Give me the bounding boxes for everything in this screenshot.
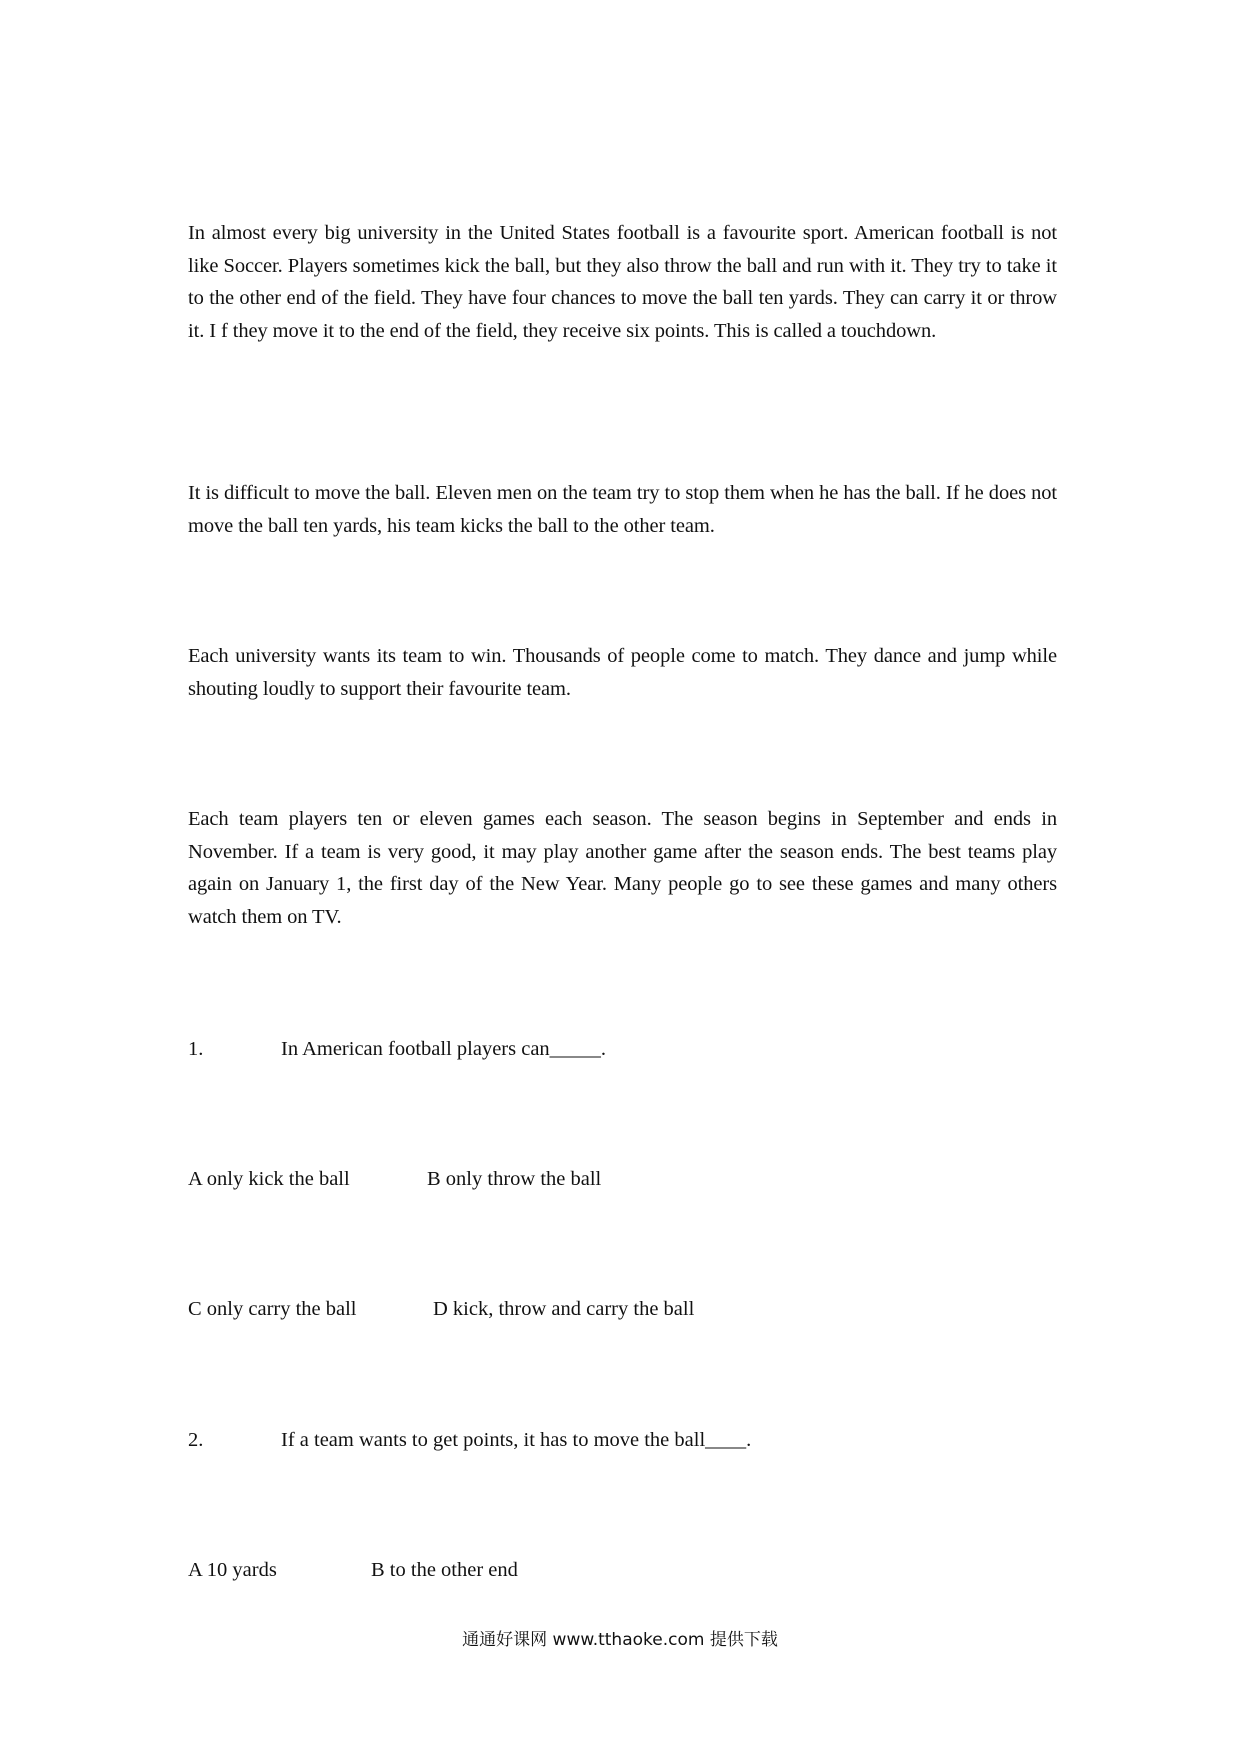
passage-paragraph-4: Each team players ten or eleven games each season. The season begins in September and ends in November. If a team is very good, it may play another game after the season ends. The best teams play again on January 1, the first day of the New Year. Many people go to see these games and many others watch them on TV. — [188, 808, 1057, 928]
option-a: A only kick the ball — [188, 1168, 350, 1190]
passage-paragraph-1: In almost every big university in the United States football is a favourite sport. American football is not like Soccer. Players sometimes kick the ball, but they also throw the ball and run with it. They try to take it to the other end of the field. They have four chances to move the ball ten yards. They can carry it or throw it. I f they move it to the end of the field, they receive six points. This is called a touchdown. — [188, 222, 1057, 342]
question-2-number: 2. — [188, 1429, 204, 1451]
option-d: D kick, throw and carry the ball — [433, 1298, 695, 1320]
option-a: A 10 yards — [188, 1559, 277, 1581]
question-2-text: If a team wants to get points, it has to move the ball____. — [281, 1429, 752, 1451]
question-1-number: 1. — [188, 1038, 204, 1060]
passage-paragraph-3: Each university wants its team to win. Thousands of people come to match. They dance and jump while shouting loudly to support their favourite team. — [188, 645, 1057, 700]
option-c: C only carry the ball — [188, 1298, 357, 1320]
option-b: B only throw the ball — [427, 1168, 602, 1190]
question-1-text: In American football players can_____. — [281, 1038, 607, 1060]
option-b: B to the other end — [371, 1559, 518, 1581]
passage-paragraph-2: It is difficult to move the ball. Eleven men on the team try to stop them when he has the ball. If he does not move the ball ten yards, his team kicks the ball to the other team. — [188, 482, 1057, 537]
page-footer: 通通好课网 www.tthaoke.com 提供下载 — [462, 1630, 778, 1650]
